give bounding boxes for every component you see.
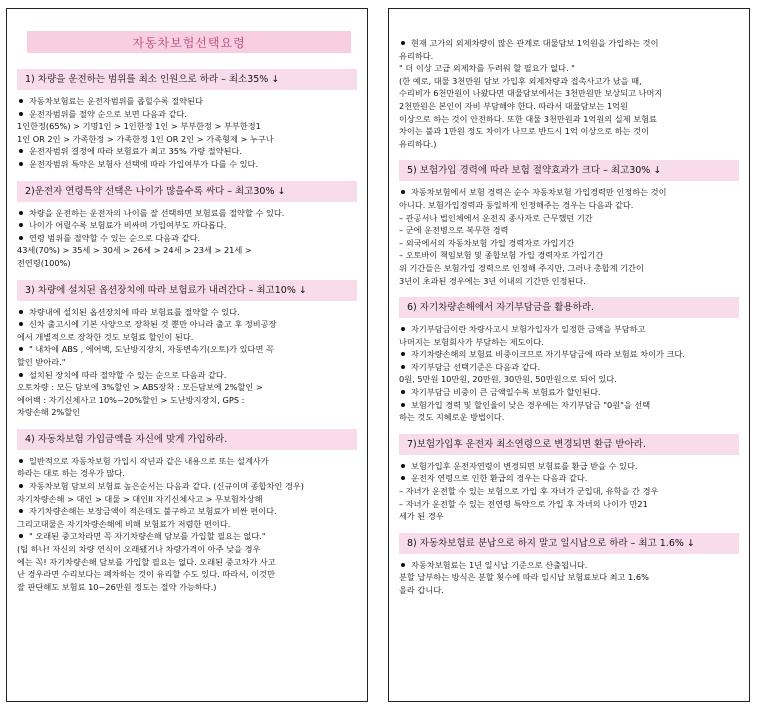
text-line: 차량손해 2%할인 [17, 407, 81, 418]
section-4 [399, 533, 739, 597]
bullet-line: 자동차보험료는 1년 일시납 기준으로 산출됩니다. [399, 560, 739, 572]
document-title-text: 자동차보험선택요령 [132, 35, 246, 50]
text-line: 에서 개별적으로 장착한 것도 보험료 할인이 된다. [17, 331, 194, 342]
text-line: 아니다. 보험가입경력과 동일하게 인정해주는 경우는 다음과 같다. [399, 199, 634, 210]
text-line: 에는 꼭! 자기차량손해 담보를 가입할 필요는 없다. 오래된 중고차가 사고 [17, 556, 276, 567]
text-line: (한 예로, 대물 3천만원 담보 가입후 외제차량과 접촉사고가 났을 때, [399, 75, 642, 86]
dash-line: – 관공서나 법인체에서 운전직 종사자로 근무했던 기간 [399, 212, 593, 223]
text-line: 자기차량손해 > 대인 > 대물 > 대인II 자기신체사고 > 무보험차상해 [17, 493, 263, 504]
text-line: 오토차량 : 모든 담보에 3%할인 > ABS장착 : 모든담보에 2%할인 > [17, 382, 263, 393]
text-line: 하는 것도 지혜로운 방법이다. [399, 412, 505, 423]
section-heading: 7)보험가입후 운전자 최소연령으로 변경되면 환급 받아라. [399, 434, 739, 455]
text-line: (팁 하나! 자신의 차량 연식이 오래됐거나 차량가격이 아주 낮을 경우 [17, 544, 261, 555]
bullet-line: 자기부담금 선택기준은 다음과 같다. [399, 362, 739, 374]
bullet-line: 자동차보험 담보의 보험료 높은순서는 다음과 같다. (신규이며 종합차인 경우) [17, 481, 357, 493]
text-line: 유리하다. [399, 50, 434, 61]
section-3 [17, 280, 357, 419]
dash-line: – 외국에서의 자동차보험 가입 경력자로 가입기간 [399, 237, 575, 248]
text-line: 이상으로 하는 것이 안전하다. 또한 대물 3천만원과 1억원의 실제 보험료 [399, 113, 657, 124]
bullet-line: 자기부담금 비중이 큰 금액일수록 보험료가 할인된다. [399, 387, 739, 399]
bullet-line: 연령 범위를 절약할 수 있는 순으로 다음과 같다. [17, 233, 357, 245]
bullet-line: " 내차에 ABS , 에어백, 도난방지장치, 자동변속기(오토)가 있다면 꼭 [17, 344, 357, 356]
text-line: 수리비가 6천만원이 나왔다면 대물담보에서는 3천만원만 보상되고 나머지 [399, 88, 663, 99]
bullet-line: 차량을 운전하는 운전자의 나이를 잘 선택하면 보험료를 절약할 수 있다. [17, 208, 357, 220]
bullet-line: 일반적으로 자동차보험 가입시 작년과 같은 내용으로 또는 설계사가 [17, 456, 357, 468]
section-heading: 2)운전자 연령특약 선택은 나이가 많을수록 싸다 – 최고30% ↓ [17, 181, 357, 202]
section-1 [17, 69, 357, 171]
text-line: 난 경우라면 수리보다는 폐차하는 것이 유리할 수도 있다. 따라서, 이것만 [17, 569, 275, 580]
text-line: 나머지는 보험회사가 부담하는 제도이다. [399, 336, 544, 347]
text-line: 올라 갑니다. [399, 585, 444, 595]
text-line: 위 기간들은 보험가입 경력으로 인정해 주지만, 그러나 총합계 기간이 [399, 262, 644, 273]
bullet-line: 자기차량손해는 보장금액이 적은데도 불구하고 보험료가 비싼 편이다. [17, 506, 357, 518]
section-heading: 5) 보험가입 경력에 따라 보험 절약효과가 크다 – 최고30% ↓ [399, 160, 739, 181]
text-line: 3년이 초과된 경우에는 3년 이내의 기간만 인정된다. [399, 275, 586, 286]
right-intro [399, 38, 739, 150]
bullet-line: 운전자범위 결정에 따라 보험료가 최고 35% 가량 절약된다. [17, 146, 357, 158]
text-line: 2천만원은 본인이 자비 부담해야 한다. 따라서 대물담보는 1억원 [399, 100, 628, 111]
left-sections [17, 69, 357, 593]
bullet-line: 설치된 장치에 따라 절약할 수 있는 순으로 다음과 같다. [17, 370, 357, 382]
document-title [27, 31, 351, 53]
text-line: 그리고대물은 자기차량손해에 비해 보험료가 저렴한 편이다. [17, 518, 231, 529]
text-line: 할인 받아라." [17, 356, 66, 367]
section-heading: 8) 자동차보험료 분납으로 하지 말고 일시납으로 하라 – 최고 1.6% ↓ [399, 533, 739, 554]
text-line: 차이는 불과 1만원 정도 차이가 나므로 반드시 1억 이상으로 하는 것이 [399, 126, 649, 137]
dash-line: – 오토바이 책임보험 및 종합보험 가입 경력자로 가입기간 [399, 250, 604, 261]
section-1 [399, 160, 739, 287]
section-heading: 3) 차량에 설치된 옵션장치에 따라 보험료가 내려간다 – 최고10% ↓ [17, 280, 357, 301]
bullet-line: 운전자범위를 절약 순으로 보면 다음과 같다. [17, 109, 357, 121]
section-4 [17, 429, 357, 594]
text-line: 세가 된 경우 [399, 511, 444, 522]
text-line: 1인 OR 2인 > 가족한정 > 가족한정 1인 OR 2인 > 가족형제 > 누구나 [17, 133, 274, 144]
dash-line: – 군에 운전병으로 복무한 경력 [399, 225, 509, 236]
text-line: 하라는 대로 하는 경우가 많다. [17, 468, 125, 479]
bullet-line: 신차 출고시에 기본 사양으로 장착된 것 뿐만 아니라 출고 후 정비공장 [17, 319, 357, 331]
text-line: 1인한정(65%) > 기명1인 > 1인한정 1인 > 부부한정 > 부부한정1 [17, 121, 261, 132]
text-line: 분할 납부하는 방식은 분할 횟수에 따라 일시납 보험료보다 최고 1.6% [399, 572, 649, 583]
bullet-line: 자기부담금이란 차량사고시 보험가입자가 일정한 금액을 부담하고 [399, 324, 739, 336]
bullet-line: 보험가입 경력 및 할인율이 낮은 경우에는 자기부담금 "0원"을 선택 [399, 400, 739, 412]
section-2 [17, 181, 357, 270]
bullet-line: 나이가 어릴수록 보험료가 비싸며 가입여부도 까다롭다. [17, 220, 357, 232]
right-sections [399, 160, 739, 596]
text-line: " 더 이상 고급 외제차를 두려워 할 필요가 없다. " [399, 63, 575, 74]
section-heading: 6) 자기차량손해에서 자기부담금을 활용하라. [399, 297, 739, 318]
bullet-line: " 오래된 중고차라면 꼭 자기차량손해 담보를 가입할 필요는 없다." [17, 531, 357, 543]
bullet-line: 자기차량손해의 보험료 비중이크므로 자기부담금에 따라 보험료 차이가 크다. [399, 349, 739, 361]
text-line: 에어백 : 자기신체사고 10%~20%할인 > 도난방지장치, GPS : [17, 394, 245, 405]
text-line: 43세(70%) > 35세 > 30세 > 26세 > 24세 > 23세 > 21세 > [17, 245, 252, 256]
text-line: 전연령(100%) [17, 257, 71, 268]
dash-line: – 자녀가 운전할 수 있는 전연령 특약으로 가입 후 자녀의 나이가 만21 [399, 498, 648, 509]
bullet-line: 운전자범위 특약은 보험사 선택에 따라 가입여부가 다를 수 있다. [17, 159, 357, 171]
dash-line: – 자녀가 운전할 수 있는 보험으로 가입 후 자녀가 군입대, 유학을 간 경우 [399, 486, 659, 497]
bullet-line: 운전자 연령으로 인한 환급의 경우는 다음과 같다. [399, 473, 739, 485]
section-heading: 1) 차량을 운전하는 범위를 최소 인원으로 하라 – 최소35% ↓ [17, 69, 357, 90]
bullet-line: 자동차보험료는 운전자범위를 좁힐수록 절약된다 [17, 96, 357, 108]
text-line: 잘 판단해도 보험료 10~26만원 정도는 절약 가능하다.) [17, 581, 217, 592]
text-line: 0원, 5만원 10만원, 20만원, 30만원, 50만원으로 되어 있다. [399, 374, 617, 385]
text-line: 유리하다.) [399, 138, 437, 149]
section-heading: 4) 자동차보험 가입금액을 자신에 맞게 가입하라. [17, 429, 357, 450]
bullet-line: 자동차보험에서 보험 경력은 순수 자동차보험 가입경력만 인정하는 것이 [399, 187, 739, 199]
document-page-left [6, 8, 368, 702]
bullet-line: 보험가입후 운전자연령이 변경되면 보험료를 환급 받을 수 있다. [399, 461, 739, 473]
section-3 [399, 434, 739, 523]
bullet-line: 현재 고가의 외제차량이 많은 관계로 대물담보 1억원을 가입하는 것이 [399, 38, 739, 50]
bullet-line: 차량내에 설치된 옵션장치에 따라 보험료를 절약할 수 있다. [17, 307, 357, 319]
section-2 [399, 297, 739, 424]
document-page-right [388, 8, 750, 702]
